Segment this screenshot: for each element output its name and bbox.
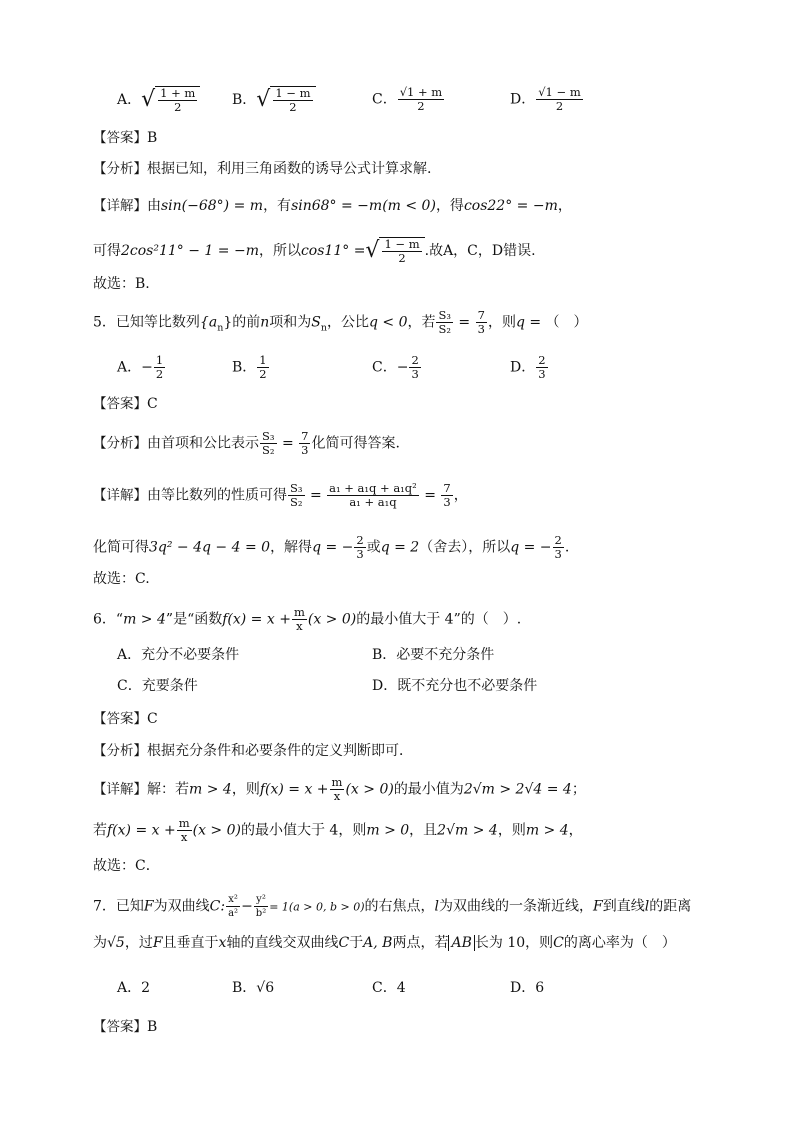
q7-option-d: D．6 [510, 980, 545, 996]
q6-stem: 6．“m > 4”是“函数f(x) = x + $\frac{m}{x}$ (x > 0)的最小值大于 4”的（ ）. [93, 605, 522, 633]
q5-option-a: A．− $\frac{1}{2}$ [117, 353, 164, 381]
q6-option-d: D．既不充分也不必要条件 [372, 678, 538, 694]
q4-analysis: 【分析】根据已知，利用三角函数的诱导公式计算求解. [93, 161, 432, 177]
q4-option-d: D． $\frac{√1 - m}{2}$ [510, 85, 581, 113]
q6-answer: 【答案】C [93, 711, 158, 727]
q5-option-d: D． $\frac{2}{3}$ [510, 353, 546, 381]
q7-stem-line1: 7．已知F为双曲线C: $\frac{\text{x²}}{\text{a²}}$ − $\frac{\text{y²}}{\text{b²}}$ = 1(a > 0, b > 0)的右焦点，l为双曲线的一条渐近线，F到直线l的距离 [93, 894, 692, 919]
q6-detail-line1: 【详解】解：若m > 4，则f(x) = x + $\frac{m}{x}$ (x > 0)的最小值为2√m > 2√4 = 4； [93, 775, 586, 803]
q4-detail-line1: 【详解】由sin(−68°) = m，有sin68° = −m(m < 0)，得cos22° = −m， [93, 198, 572, 214]
q6-choose: 故选：C． [93, 858, 160, 874]
q5-detail-line1: 【详解】由等比数列的性质可得 $\frac{\text{S₃}}{\text{S₂}}$ = $\frac{\text{a₁ + a₁q + a₁q²}}{\text{a₁ + a₁q}}$ = $\frac{7}{3}$ ， [93, 481, 468, 509]
q5-stem: 5．已知等比数列$\{a_n\}$的前n项和为$S_n$，公比q < 0，若 $\frac{\text{S₃}}{\text{S₂}}$ = $\frac{7}{3}$ ，则q = （ ） [93, 308, 588, 336]
q4-answer: 【答案】B [93, 130, 158, 146]
q6-option-c: C．充要条件 [117, 678, 198, 694]
q7-option-a: A．2 [117, 980, 151, 996]
q4-detail-line2: 可得2cos²11° − 1 = −m，所以cos11° =√ $\frac{1 - m}{2}$ .故A，C，D错误. [93, 237, 536, 265]
q4-option-c: C． $\frac{√1 + m}{2}$ [372, 85, 443, 113]
q6-detail-line2: 若f(x) = x + $\frac{m}{x}$ (x > 0)的最小值大于 4，则m > 0，且2√m > 4，则m > 4， [93, 816, 583, 844]
q6-option-b: B．必要不充分条件 [372, 647, 495, 663]
q7-stem-line2: 为√5，过F且垂直于x轴的直线交双曲线C于A, B两点，若 AB 长为 10，则C的离心率为（ ） [93, 935, 676, 951]
q5-detail-line2: 化简可得3q² − 4q − 4 = 0，解得q = − $\frac{2}{3}$ 或q = 2（舍去），所以q = − $\frac{2}{3}$ . [93, 533, 570, 561]
q7-answer: 【答案】B [93, 1019, 158, 1035]
q7-option-b: B．√6 [232, 980, 275, 996]
q6-analysis: 【分析】根据充分条件和必要条件的定义判断即可． [93, 743, 413, 759]
q5-option-b: B． $\frac{1}{2}$ [232, 353, 267, 381]
q5-analysis: 【分析】由首项和公比表示 $\frac{\text{S₃}}{\text{S₂}}$ = $\frac{7}{3}$ 化简可得答案. [93, 429, 400, 457]
q7-option-c: C．4 [372, 980, 406, 996]
q5-choose: 故选：C. [93, 571, 150, 587]
q5-answer: 【答案】C [93, 396, 158, 412]
q5-option-c: C．− $\frac{2}{3}$ [372, 353, 419, 381]
q4-choose: 故选：B. [93, 276, 150, 292]
q4-option-b: B．√ $\frac{1 - m}{2}$ [232, 86, 316, 114]
q6-option-a: A．充分不必要条件 [117, 647, 240, 663]
q4-option-a: A．√ $\frac{1 + m}{2}$ [117, 86, 200, 114]
